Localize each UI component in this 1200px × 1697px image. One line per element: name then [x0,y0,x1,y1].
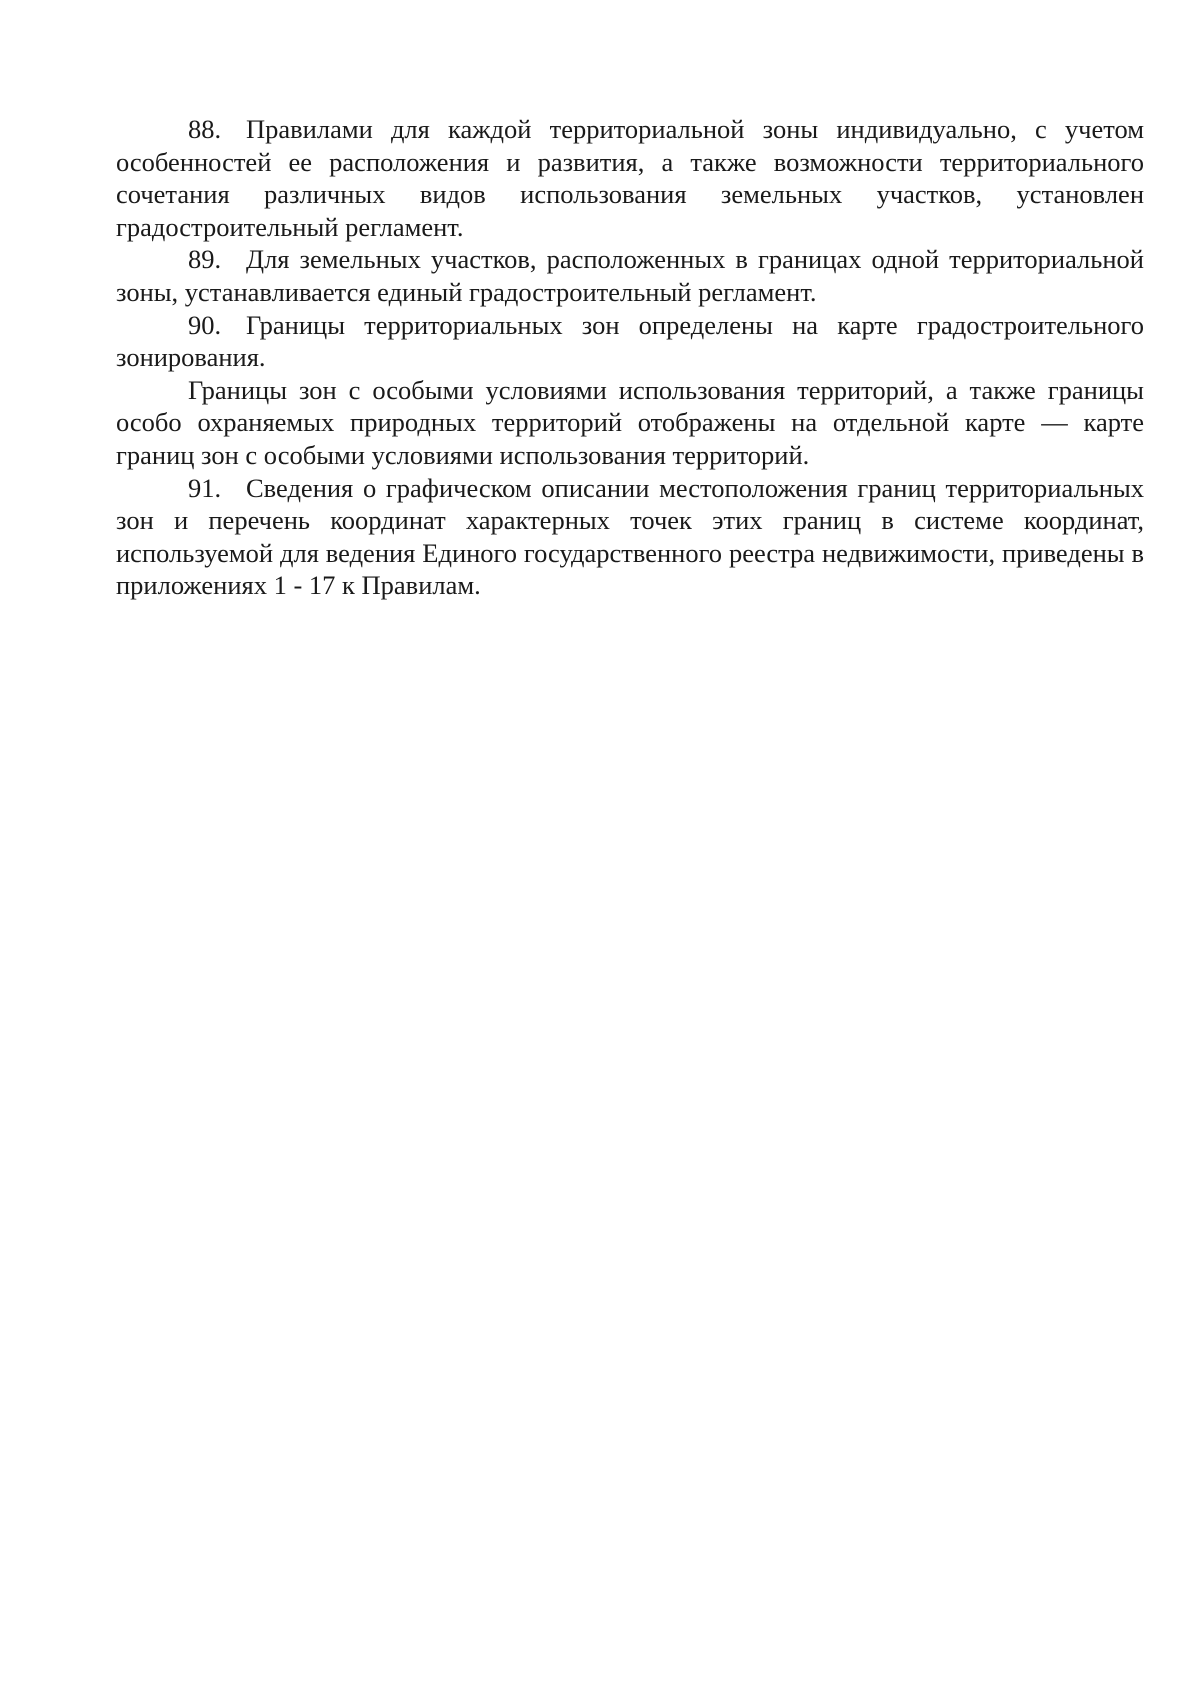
paragraph-text: Для земельных участков, расположенных в границах одной территориальной зоны, устанавливается единый градостроительный регламент. [116,244,1144,307]
paragraph-88 [116,113,1144,243]
paragraph-text: Границы территориальных зон определены на карте градостроительного зонирования. [116,309,1144,373]
paragraph-number: 89. [188,244,222,275]
paragraph-number: 91. [188,472,222,503]
paragraph-text: Сведения о графическом описании местоположения границ территориальных зон и перечень координат характерных точек этих границ в системе координат, используемой для ведения Единого государственного реестра недвижимости, приведены в приложениях 1 - 17 к Правилам. [116,472,1144,601]
paragraph-90-continued [116,374,1144,472]
paragraph-number: 90. [188,309,222,340]
paragraph-text: Правилами для каждой территориальной зоны индивидуально, с учетом особенностей ее расположения и развития, а также возможности территориального сочетания различных видов использования земельных участков, установлен градостроительный регламент. [116,114,1144,242]
paragraph-90 [116,309,1144,374]
paragraph-91 [116,472,1144,602]
paragraph-89 [116,243,1144,308]
paragraph-text: Границы зон с особыми условиями использования территорий, а также границы особо охраняемых природных территорий отображены на отдельной карте — карте границ зон с особыми условиями использования территорий. [116,374,1144,470]
paragraph-number: 88. [188,114,222,144]
document-body [116,113,1144,602]
